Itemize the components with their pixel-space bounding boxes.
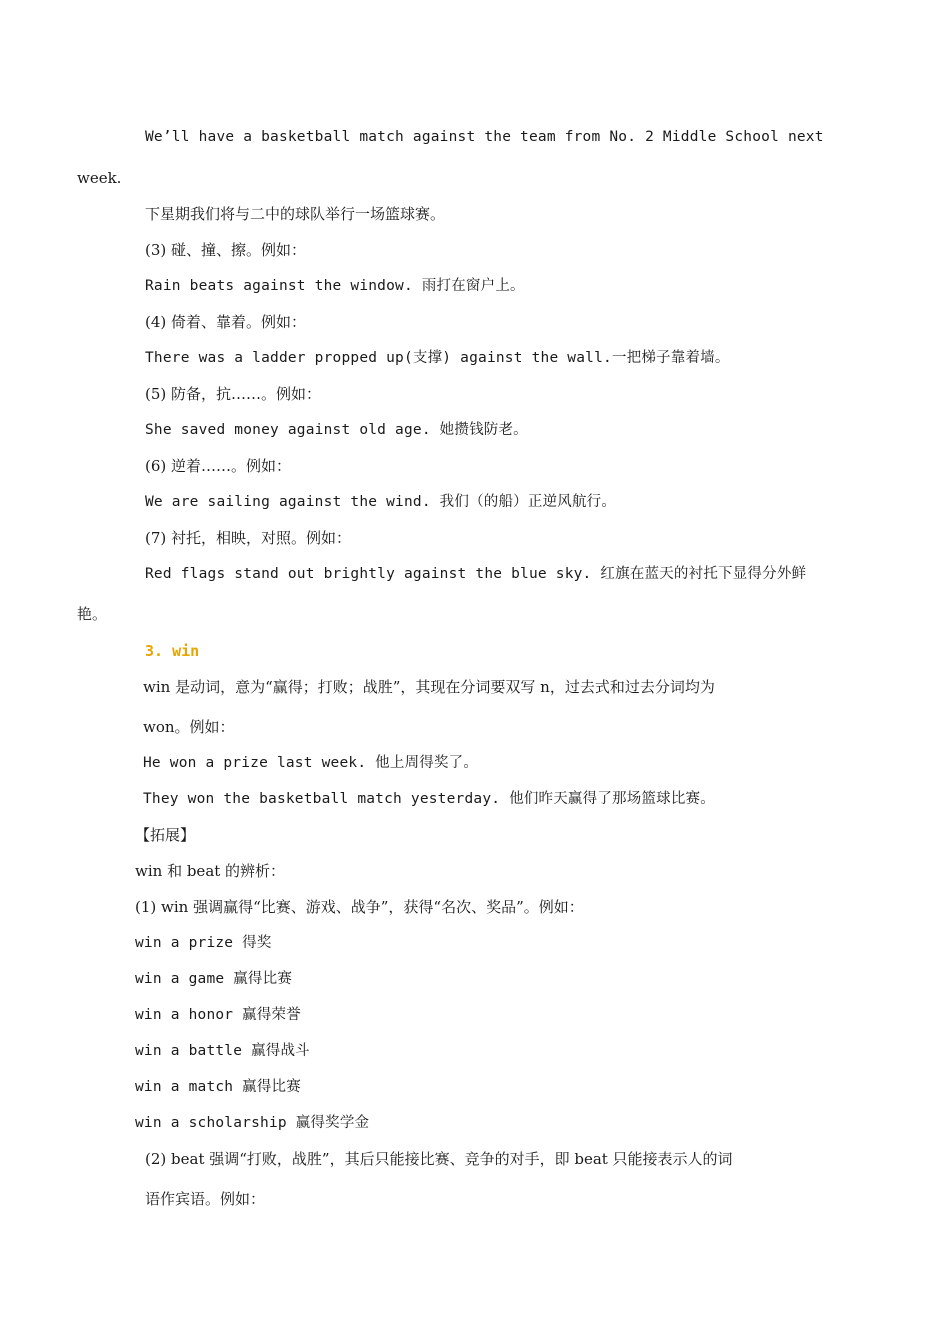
text-line: Rain beats against the window. 雨打在窗户上。 [145, 278, 525, 294]
text-line: He won a prize last week. 他上周得奖了。 [143, 755, 479, 771]
text-line: win a scholarship 赢得奖学金 [135, 1115, 370, 1131]
text-line: (7) 衬托，相映，对照。例如： [145, 529, 352, 547]
text-line: win a match 赢得比赛 [135, 1079, 301, 1095]
text-line: won。例如： [143, 718, 235, 736]
text-line: They won the basketball match yesterday. 他们昨天赢得了那场篮球比赛。 [143, 791, 715, 807]
text-line: (3) 碰、撞、擦。例如： [145, 241, 307, 259]
text-line: (1) win 强调赢得“比赛、游戏、战争”，获得“名次、奖品”。例如： [135, 898, 584, 916]
text-line: She saved money against old age. 她攒钱防老。 [145, 422, 528, 438]
text-line: (5) 防备，抗……。例如： [145, 385, 322, 403]
text-line: win a honor 赢得荣誉 [135, 1007, 301, 1023]
text-line: We are sailing against the wind. 我们（的船）正逆风航行。 [145, 494, 617, 510]
text-line: win a battle 赢得战斗 [135, 1043, 310, 1059]
text-line: Red flags stand out brightly against the blue sky. 红旗在蓝天的衬托下显得分外鲜 [145, 566, 807, 582]
text-line: 语作宾语。例如： [145, 1190, 266, 1208]
text-line: There was a ladder propped up(支撑) against the wall.一把梯子靠着墙。 [145, 350, 730, 366]
text-line: 艳。 [77, 605, 108, 623]
text-line: (2) beat 强调“打败，战胜”，其后只能接比赛、竞争的对手，即 beat 只能接表示人的词 [145, 1150, 733, 1168]
text-line: (6) 逆着……。例如： [145, 457, 292, 475]
text-line: win a prize 得奖 [135, 935, 272, 951]
text-line: win 是动词，意为“赢得；打败；战胜”，其现在分词要双写 n，过去式和过去分词均为 [143, 678, 715, 696]
section-heading: 3. win [145, 642, 200, 660]
text-line: We’ll have a basketball match against the team from No. 2 Middle School next [145, 129, 824, 145]
text-line: 下星期我们将与二中的球队举行一场篮球赛。 [145, 205, 446, 223]
text-line: win a game 赢得比赛 [135, 971, 293, 987]
text-line: win 和 beat 的辨析： [135, 862, 286, 880]
text-line: week. [77, 169, 122, 187]
text-line: (4) 倚着、靠着。例如： [145, 313, 307, 331]
text-line: 【拓展】 [135, 826, 196, 844]
